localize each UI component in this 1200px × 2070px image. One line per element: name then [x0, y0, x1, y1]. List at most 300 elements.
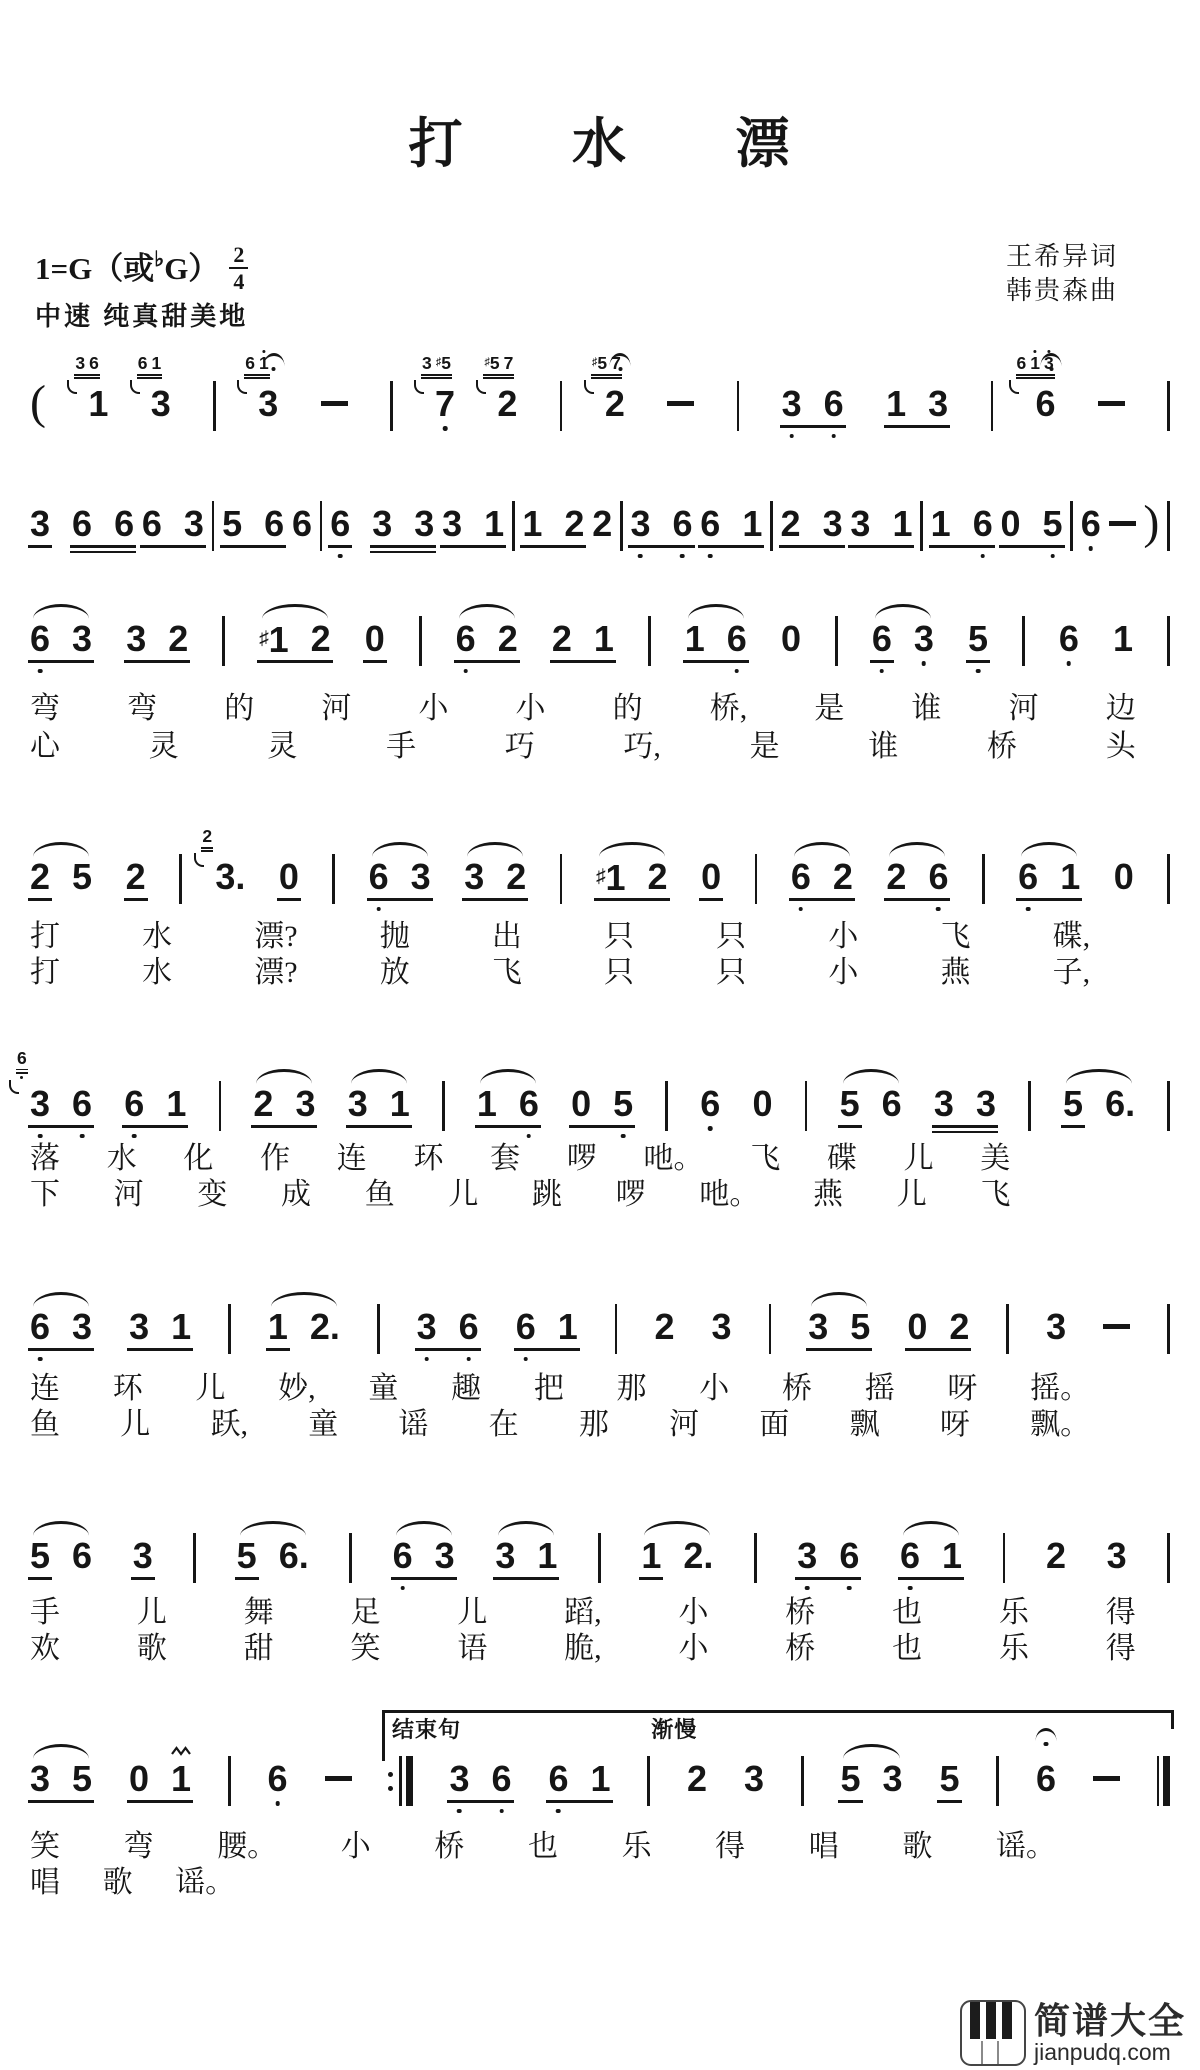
- note-digit: 6: [1035, 1758, 1056, 1799]
- note-digit: 3: [449, 1758, 470, 1799]
- barline: [769, 1304, 772, 1354]
- beam-run: [17, 1047, 93, 1124]
- lyric-syllable: 放: [379, 956, 410, 989]
- grace-notes: [421, 352, 452, 379]
- beam-run: [522, 505, 584, 542]
- barline: [1167, 1533, 1170, 1583]
- note: [537, 1537, 557, 1574]
- note-digit: 1: [171, 1306, 192, 1347]
- barline: [390, 381, 393, 431]
- note-group: [369, 858, 431, 895]
- score-system-6: [30, 1308, 1170, 1354]
- note-group: [850, 505, 912, 542]
- note-digit: 0: [701, 856, 722, 897]
- note-digit: 5: [72, 856, 93, 897]
- note-group: [630, 505, 692, 542]
- note-digit: 3: [822, 503, 843, 544]
- beam-run: [369, 858, 431, 895]
- note: [522, 505, 542, 542]
- note: [484, 352, 518, 424]
- note: [833, 858, 853, 895]
- beam-run: [72, 858, 92, 895]
- note-digit: 3: [797, 1535, 818, 1576]
- high-octave-dot: [1034, 350, 1037, 353]
- lyric-syllable: 边: [1105, 692, 1136, 725]
- note: [892, 505, 912, 542]
- note: [268, 1308, 288, 1345]
- beam-run: [1107, 1537, 1127, 1574]
- barline: [920, 501, 923, 551]
- note: [592, 505, 612, 542]
- note-group: [268, 1308, 340, 1345]
- note-digit: 1: [88, 383, 109, 424]
- beam-run: [700, 1085, 720, 1122]
- lyric-syllable: 化: [183, 1142, 214, 1175]
- note: [393, 1537, 413, 1574]
- lyric-syllable: 水: [142, 920, 173, 953]
- beam-line: [870, 660, 894, 663]
- lyric-syllable: 只: [716, 956, 747, 989]
- note: [648, 858, 668, 896]
- note-digit: 6: [114, 503, 135, 544]
- note: [30, 1537, 50, 1574]
- note: [72, 1308, 92, 1345]
- note-group: [417, 1308, 479, 1345]
- barline: [1167, 616, 1170, 666]
- beam-run: [753, 1085, 773, 1122]
- beam-line: [932, 1125, 998, 1128]
- beam-run: [422, 352, 456, 424]
- lyrics-row: [30, 1866, 235, 1901]
- lyric-syllable: 甜: [243, 1632, 274, 1665]
- note-digit: 1: [886, 383, 907, 424]
- beam-run: [449, 1760, 511, 1797]
- note-digit: 1: [742, 503, 763, 544]
- beam-run: [259, 620, 331, 658]
- low-octave-dot: [735, 669, 740, 674]
- beam-run: [630, 505, 692, 542]
- beam-run: [30, 505, 50, 542]
- note-digit: 3: [72, 618, 93, 659]
- slur-arc: [271, 1292, 337, 1307]
- note-group: [840, 1760, 902, 1797]
- note-digit: 6: [72, 1535, 93, 1576]
- lyric-syllable: 谁: [868, 730, 899, 763]
- note: [124, 1085, 144, 1122]
- note-digit: 3: [442, 503, 463, 544]
- lyric-syllable: 谁: [911, 692, 942, 725]
- note-group: [872, 620, 934, 657]
- note-digit: 2: [780, 503, 801, 544]
- dash-note: [1093, 1776, 1120, 1781]
- note: [797, 1537, 817, 1574]
- note-digit: 2: [832, 856, 853, 897]
- lyric-syllable: 鱼: [364, 1178, 395, 1211]
- note-digit: 2: [497, 383, 518, 424]
- beam-line: [28, 1577, 52, 1580]
- lyric-syllable: 也: [527, 1830, 558, 1863]
- note-group: [1059, 620, 1079, 657]
- slur-arc: [351, 1069, 407, 1084]
- beam-line: [415, 1348, 481, 1351]
- note-group: [753, 1085, 773, 1122]
- lyric-syllable: 妙,: [278, 1372, 316, 1405]
- note-digit: 3: [850, 503, 871, 544]
- note-group: [126, 858, 146, 895]
- note-digit: 2: [551, 618, 572, 659]
- beam-run: [781, 505, 843, 542]
- beam-run: [133, 1537, 153, 1574]
- slur-arc: [1066, 1069, 1132, 1084]
- note: [928, 385, 948, 422]
- beam-line: [454, 660, 520, 663]
- note-group: [1016, 352, 1056, 424]
- grace-note: 2: [202, 825, 213, 846]
- note-group: [393, 1537, 455, 1574]
- note-digit: 1: [484, 503, 505, 544]
- grace-hook: [67, 380, 77, 394]
- note-group: [330, 505, 434, 542]
- note-digit: 3: [882, 1758, 903, 1799]
- note-group: [900, 1537, 962, 1574]
- note: [687, 1760, 707, 1797]
- lyric-syllable: 也: [892, 1596, 923, 1629]
- slur-arc: [599, 842, 665, 857]
- note-digit: 6: [518, 1083, 539, 1124]
- slur-arc: [33, 842, 89, 857]
- score-system-4: [30, 825, 1170, 904]
- beam-run: [872, 620, 892, 657]
- note: [184, 505, 204, 542]
- note-digit: 1: [389, 1083, 410, 1124]
- flat-icon: ♭: [154, 246, 165, 271]
- note: [840, 1085, 860, 1122]
- note-digit: 3: [495, 1535, 516, 1576]
- note: [744, 1760, 764, 1797]
- note: [1060, 858, 1080, 895]
- note-group: [30, 1537, 92, 1574]
- note: [596, 858, 626, 896]
- beam-run: [700, 505, 762, 542]
- slur-arc: [262, 604, 328, 619]
- lyric-syllable: 小: [699, 1372, 730, 1405]
- low-octave-dot: [908, 1586, 913, 1591]
- lyric-syllable: 小: [828, 920, 859, 953]
- beam-line: [251, 1125, 317, 1128]
- grace-note: 1: [1029, 355, 1041, 373]
- note-group: [781, 505, 843, 542]
- grace-notes: [591, 352, 622, 379]
- note-group: [245, 352, 279, 424]
- beam-line: [28, 1125, 94, 1128]
- beam-run: [797, 1537, 859, 1574]
- ending-label: 结束句: [392, 1717, 462, 1742]
- beam-line: [346, 1125, 412, 1128]
- slur-arc: [875, 604, 931, 619]
- lyrics-row: [30, 730, 1136, 765]
- note: [516, 1308, 536, 1345]
- note-group: [133, 1537, 153, 1574]
- beam-line: [235, 1577, 259, 1580]
- note-group: [1113, 620, 1133, 657]
- beam-run: [129, 1308, 191, 1345]
- beam-line: [391, 1577, 457, 1580]
- note-group: [348, 1085, 410, 1122]
- note-group: [1001, 505, 1063, 542]
- grace-note: 7: [611, 352, 621, 373]
- barline: [754, 1533, 757, 1583]
- beam-run: [1016, 352, 1056, 424]
- beam-run: [348, 1085, 410, 1122]
- lyric-syllable: 下: [30, 1178, 60, 1211]
- score-system-2: [30, 496, 1170, 551]
- note-digit: 6: [392, 1535, 413, 1576]
- piano-keys-icon: [960, 2000, 1026, 2066]
- beam-run: [552, 620, 614, 657]
- lyric-syllable: 在: [488, 1408, 519, 1441]
- note: [435, 1537, 455, 1574]
- lyric-syllable: 歌: [102, 1866, 133, 1899]
- note: [268, 1760, 288, 1797]
- note: [791, 858, 811, 895]
- note: [456, 620, 476, 657]
- barline: [598, 1533, 601, 1583]
- note-digit: 6: [1058, 618, 1079, 659]
- beam-run: [142, 505, 204, 542]
- lyric-syllable: 河: [1008, 692, 1039, 725]
- site-watermark: [960, 2000, 1186, 2066]
- final-barline: [1157, 1756, 1170, 1806]
- grace-note: 1: [258, 355, 270, 373]
- note-digit: 3: [975, 1083, 996, 1124]
- barline: [1167, 854, 1170, 904]
- note: [883, 1760, 903, 1797]
- low-octave-dot: [1026, 907, 1031, 912]
- beam-run: [372, 505, 434, 542]
- note: [672, 505, 692, 542]
- note: [613, 1085, 633, 1122]
- lyric-syllable: 弯: [30, 692, 60, 725]
- note: [1107, 1537, 1127, 1574]
- note-digit: 3: [808, 1306, 829, 1347]
- note-digit: 6: [292, 503, 313, 544]
- beam-run: [1113, 620, 1133, 657]
- beam-run: [464, 858, 526, 895]
- low-octave-dot: [789, 434, 794, 439]
- beam-run: [1018, 858, 1080, 895]
- grace-hook: [476, 380, 486, 394]
- note-digit: 5: [850, 1306, 871, 1347]
- low-octave-dot: [466, 1357, 471, 1362]
- lyric-syllable: 手: [30, 1596, 60, 1629]
- note: [222, 505, 242, 542]
- beam-run: [883, 1760, 903, 1797]
- note-digit: 3: [913, 618, 934, 659]
- beam-run: [1063, 1085, 1083, 1122]
- note: [591, 1760, 611, 1797]
- slur-arc: [688, 604, 744, 619]
- low-octave-dot: [980, 554, 985, 559]
- note-digit: 5: [1063, 1083, 1084, 1124]
- note-digit: 3: [30, 1758, 51, 1799]
- grace-note: 6: [1016, 352, 1027, 373]
- lyric-syllable: 儿: [896, 1178, 927, 1211]
- beam-line: [328, 545, 352, 548]
- note: [701, 858, 721, 895]
- note-group: [129, 1308, 191, 1345]
- note-digit: 3: [30, 1083, 51, 1124]
- note-digit: 6: [1035, 383, 1056, 424]
- note: [1046, 1308, 1066, 1345]
- grace-note: ♯5: [435, 352, 451, 373]
- beam-run: [701, 858, 721, 895]
- beam-run: [124, 1085, 186, 1122]
- note: [411, 858, 431, 895]
- note-digit: 6: [1080, 503, 1101, 544]
- grace-note: 6: [17, 1047, 27, 1068]
- low-octave-dot: [936, 907, 941, 912]
- slur-arc: [459, 604, 515, 619]
- lyricist-credit: 王希异词: [1005, 242, 1118, 271]
- note-group: [931, 505, 993, 542]
- lyric-syllable: 出: [491, 920, 522, 953]
- note-digit: 0: [129, 1758, 150, 1799]
- barline: [1028, 1081, 1031, 1131]
- high-octave-dot: [262, 350, 265, 353]
- lyric-syllable: 儿: [120, 1408, 151, 1441]
- note-digit: 6: [141, 503, 162, 544]
- beam-run: [72, 505, 134, 542]
- note: [492, 1760, 512, 1797]
- beam-line: [1016, 898, 1082, 901]
- note: [126, 620, 146, 657]
- parenthesis: ): [1143, 496, 1160, 549]
- note: [727, 620, 747, 657]
- note: [1105, 1085, 1135, 1122]
- note-group: [1018, 858, 1080, 895]
- note-digit: 7: [435, 383, 456, 424]
- note: [484, 505, 504, 542]
- note-digit: 3: [434, 1535, 455, 1576]
- beam-line: [363, 660, 387, 663]
- beam-line: [447, 1800, 513, 1803]
- slur-arc: [1021, 842, 1077, 857]
- slur-arc: [843, 1069, 899, 1084]
- low-octave-dot: [499, 1809, 504, 1814]
- beam-line: [966, 660, 990, 663]
- low-octave-dot: [275, 1801, 280, 1806]
- low-octave-dot: [338, 554, 343, 559]
- grace-hook: [9, 1080, 19, 1094]
- low-octave-dot: [708, 554, 713, 559]
- note-group: [449, 1760, 511, 1797]
- beam-line: [898, 1577, 964, 1580]
- lyric-syllable: 弯: [127, 692, 158, 725]
- slur-arc: [33, 1521, 89, 1536]
- beam-line: [520, 545, 586, 548]
- lyric-syllable: 童: [368, 1372, 399, 1405]
- note-group: [840, 1085, 902, 1122]
- beam-run: [782, 385, 844, 422]
- beam-run: [245, 352, 279, 424]
- barline: [1167, 501, 1170, 551]
- note: [264, 505, 284, 542]
- lyric-syllable: 成: [281, 1178, 312, 1211]
- note: [886, 385, 906, 422]
- beam-run: [934, 1085, 996, 1122]
- note-digit: 6: [72, 1083, 93, 1124]
- note-digit: 6: [30, 618, 51, 659]
- lyrics-row: [30, 692, 1136, 727]
- note: [907, 1308, 927, 1345]
- beam-run: [886, 858, 948, 895]
- note: [914, 620, 934, 657]
- note: [683, 1537, 713, 1574]
- lyric-syllable: 桥: [785, 1632, 816, 1665]
- note-digit: 3: [132, 1535, 153, 1576]
- beam-run: [279, 858, 299, 895]
- lyric-syllable: 桥: [785, 1596, 816, 1629]
- note-digit: 3: [295, 1083, 316, 1124]
- lyric-syllable: 灵: [148, 730, 179, 763]
- beam-line: [806, 1348, 872, 1351]
- note-group: [1036, 1760, 1056, 1797]
- low-octave-dot: [708, 1126, 713, 1131]
- note: [75, 352, 109, 424]
- note-group: [365, 620, 385, 657]
- note: [839, 1537, 859, 1574]
- key-text: 1=G（或: [35, 250, 155, 286]
- watermark-text: [1033, 1999, 1186, 2065]
- beam-line: [905, 1348, 971, 1351]
- mordent-icon: [171, 1746, 191, 1756]
- lyric-syllable: 水: [142, 956, 173, 989]
- note-digit: 3: [414, 503, 435, 544]
- note-group: [75, 352, 109, 424]
- note-group: [1114, 858, 1134, 895]
- beam-line: [70, 545, 136, 548]
- dash-note: [1098, 401, 1125, 406]
- grace-note: 6: [89, 352, 99, 373]
- lyric-syllable: 谣: [398, 1408, 429, 1441]
- beam-line: [639, 1577, 663, 1580]
- lyric-syllable: 飘: [849, 1408, 880, 1441]
- lyric-syllable: 环: [413, 1142, 444, 1175]
- lyric-syllable: 小: [515, 692, 546, 725]
- barline: [1003, 1533, 1006, 1583]
- lyrics-row: [30, 1596, 1136, 1631]
- note: [311, 620, 331, 658]
- note: [245, 352, 279, 424]
- lyric-syllable: 乐: [998, 1596, 1029, 1629]
- grace-notes: [137, 352, 162, 379]
- note-group: [781, 620, 801, 657]
- note-digit: 5: [839, 1083, 860, 1124]
- barline: [991, 381, 994, 431]
- note-digit: 1: [557, 1306, 578, 1347]
- slur-arc: [240, 1521, 306, 1536]
- note-group: [129, 1760, 191, 1797]
- lyric-syllable: 趣: [451, 1372, 482, 1405]
- note-digit: 3: [711, 1306, 732, 1347]
- note-digit: 5: [236, 1535, 257, 1576]
- barline: [213, 381, 216, 431]
- note-digit: 6: [368, 856, 389, 897]
- note: [939, 1760, 959, 1797]
- beam-run: [30, 1308, 92, 1345]
- note-group: [1107, 1537, 1127, 1574]
- note: [976, 1085, 996, 1122]
